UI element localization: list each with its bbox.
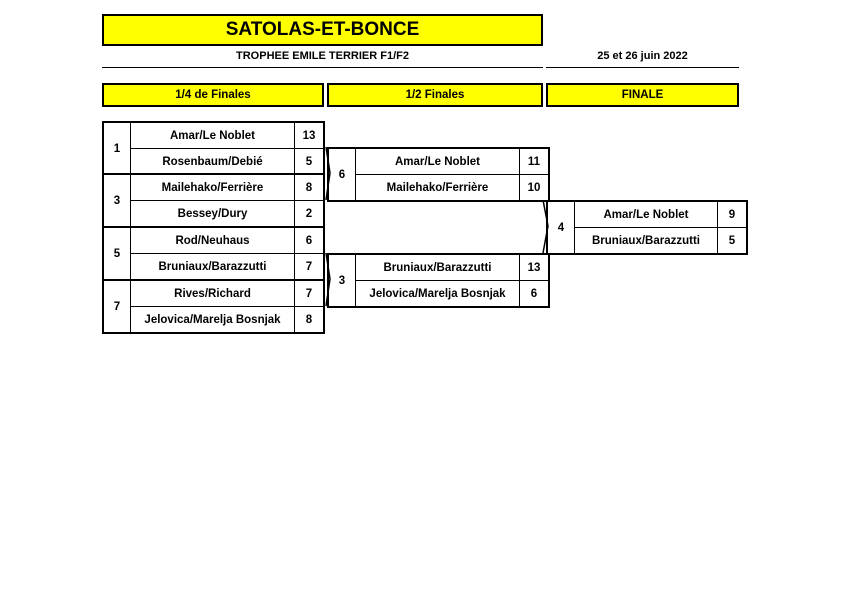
team-score: 2 bbox=[295, 201, 325, 228]
team-name: Bessey/Dury bbox=[131, 201, 295, 228]
team-score: 11 bbox=[520, 148, 550, 175]
team-name: Bruniaux/Barazzutti bbox=[356, 254, 520, 281]
trophy-name: TROPHEE EMILE TERRIER F1/F2 bbox=[236, 50, 409, 62]
match-seed: 4 bbox=[547, 201, 575, 254]
page-title: SATOLAS-ET-BONCE bbox=[102, 14, 543, 46]
match-seed: 5 bbox=[103, 227, 131, 280]
match-seed: 6 bbox=[328, 148, 356, 201]
event-dates: 25 et 26 juin 2022 bbox=[597, 50, 688, 62]
team-score: 5 bbox=[295, 149, 325, 176]
round-header-semi: 1/2 Finales bbox=[327, 83, 543, 107]
team-score: 7 bbox=[295, 280, 325, 307]
team-name: Amar/Le Noblet bbox=[575, 201, 718, 228]
team-score: 10 bbox=[520, 175, 550, 202]
team-name: Amar/Le Noblet bbox=[131, 122, 295, 149]
team-name: Jelovica/Marelja Bosnjak bbox=[356, 281, 520, 308]
round-header-quarter: 1/4 de Finales bbox=[102, 83, 324, 107]
connector-semi-1 bbox=[326, 147, 330, 200]
team-name: Jelovica/Marelja Bosnjak bbox=[131, 307, 295, 334]
team-name: Bruniaux/Barazzutti bbox=[575, 228, 718, 255]
team-score: 8 bbox=[295, 174, 325, 201]
team-score: 5 bbox=[718, 228, 748, 255]
team-score: 13 bbox=[295, 122, 325, 149]
team-score: 13 bbox=[520, 254, 550, 281]
team-score: 6 bbox=[295, 227, 325, 254]
team-name: Bruniaux/Barazzutti bbox=[131, 254, 295, 281]
connector-final bbox=[543, 200, 548, 253]
match-seed: 3 bbox=[103, 174, 131, 227]
team-name: Rives/Richard bbox=[131, 280, 295, 307]
team-score: 7 bbox=[295, 254, 325, 281]
team-name: Mailehako/Ferrière bbox=[131, 174, 295, 201]
team-score: 9 bbox=[718, 201, 748, 228]
round-header-final: FINALE bbox=[546, 83, 739, 107]
connector-semi-2 bbox=[326, 253, 330, 306]
team-score: 8 bbox=[295, 307, 325, 334]
match-seed: 7 bbox=[103, 280, 131, 333]
team-name: Amar/Le Noblet bbox=[356, 148, 520, 175]
team-name: Rod/Neuhaus bbox=[131, 227, 295, 254]
team-name: Rosenbaum/Debié bbox=[131, 149, 295, 176]
match-seed: 3 bbox=[328, 254, 356, 307]
team-name: Mailehako/Ferrière bbox=[356, 175, 520, 202]
match-seed: 1 bbox=[103, 122, 131, 175]
team-score: 6 bbox=[520, 281, 550, 308]
